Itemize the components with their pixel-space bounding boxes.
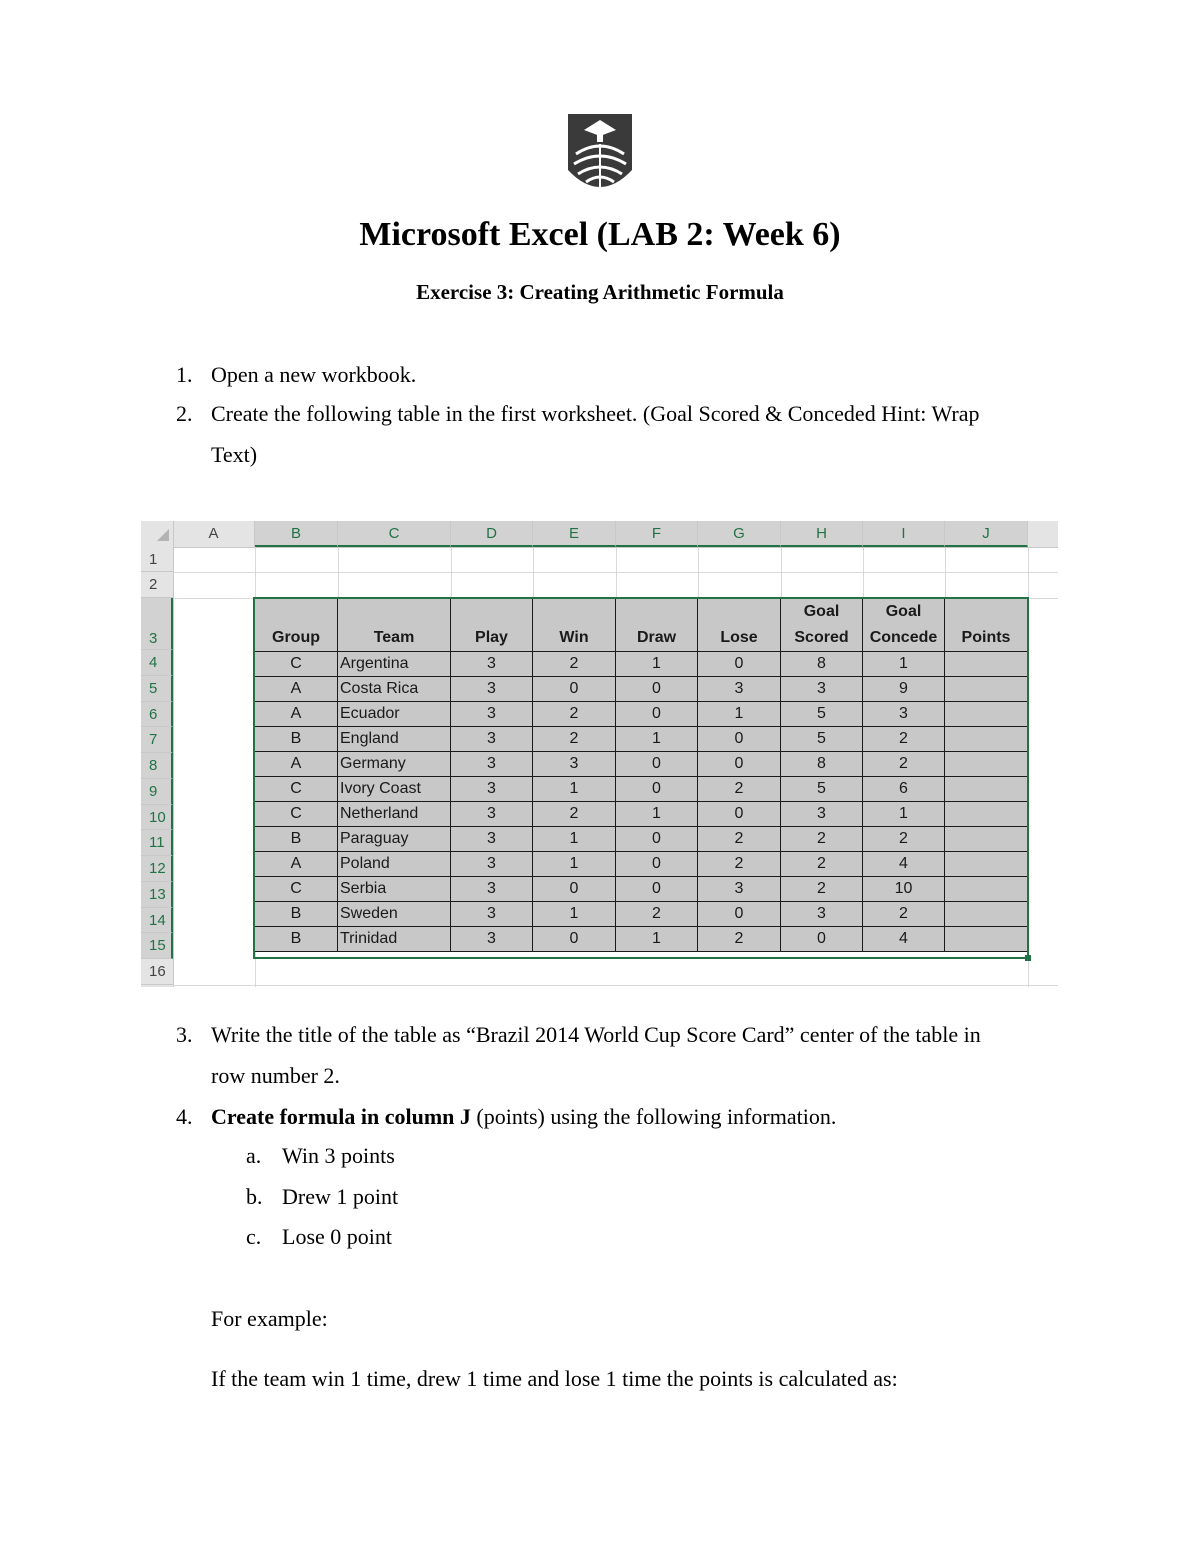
- table-cell[interactable]: [945, 877, 1028, 902]
- table-cell[interactable]: 3: [781, 802, 863, 827]
- table-cell[interactable]: 2: [698, 852, 781, 877]
- table-cell[interactable]: 1: [533, 827, 616, 852]
- row-header-15[interactable]: 15: [141, 933, 173, 959]
- gridline: [451, 547, 452, 599]
- gridline: [698, 547, 699, 599]
- header-cell[interactable]: Draw: [616, 599, 698, 652]
- row-header-10[interactable]: 10: [141, 805, 173, 830]
- step-text-continued: Text): [211, 442, 258, 467]
- table-cell[interactable]: Poland: [338, 852, 451, 877]
- table-cell[interactable]: 0: [781, 927, 863, 952]
- table-cell[interactable]: 0: [533, 927, 616, 952]
- table-row: [255, 677, 1028, 702]
- table-cell[interactable]: C: [255, 777, 338, 802]
- table-cell[interactable]: 0: [616, 677, 698, 702]
- substep-text: Win 3 points: [282, 1143, 395, 1168]
- table-cell[interactable]: [945, 677, 1028, 702]
- header-cell[interactable]: Goal Concede: [863, 599, 945, 652]
- table-cell[interactable]: 6: [863, 777, 945, 802]
- table-cell[interactable]: [945, 902, 1028, 927]
- table-cell[interactable]: A: [255, 677, 338, 702]
- example-label: For example:: [211, 1306, 328, 1331]
- row-header-14[interactable]: 14: [141, 908, 173, 933]
- row-header-6[interactable]: 6: [141, 702, 173, 727]
- table-cell[interactable]: 3: [451, 827, 533, 852]
- table-cell[interactable]: 0: [616, 777, 698, 802]
- step-text: Open a new workbook.: [211, 362, 417, 387]
- row-header-5[interactable]: 5: [141, 676, 173, 702]
- table-cell[interactable]: [945, 927, 1028, 952]
- table-cell[interactable]: 0: [698, 727, 781, 752]
- table-cell[interactable]: Trinidad: [338, 927, 451, 952]
- table-cell[interactable]: 3: [451, 802, 533, 827]
- step-number: 4.: [176, 1104, 193, 1129]
- table-header-row: [255, 599, 1028, 652]
- table-cell[interactable]: [945, 652, 1028, 677]
- table-cell[interactable]: 5: [781, 702, 863, 727]
- row-header-13[interactable]: 13: [141, 882, 173, 908]
- table-row: [255, 852, 1028, 877]
- step-text: [211, 1096, 836, 1137]
- select-all-button[interactable]: [141, 521, 173, 547]
- table-cell[interactable]: 1: [533, 777, 616, 802]
- table-cell[interactable]: 1: [533, 902, 616, 927]
- substep-letter: c.: [246, 1224, 262, 1249]
- table-cell[interactable]: 4: [863, 927, 945, 952]
- table-cell[interactable]: B: [255, 827, 338, 852]
- table-cell[interactable]: 2: [781, 852, 863, 877]
- table-cell[interactable]: 0: [533, 677, 616, 702]
- table-cell[interactable]: 0: [698, 802, 781, 827]
- header-cell[interactable]: Win: [533, 599, 616, 652]
- table-cell[interactable]: [945, 827, 1028, 852]
- substep-text: Drew 1 point: [282, 1184, 399, 1209]
- gridline: [338, 547, 339, 599]
- table-cell[interactable]: 2: [698, 777, 781, 802]
- table-cell[interactable]: 0: [698, 652, 781, 677]
- row-header-1[interactable]: 1: [141, 547, 173, 572]
- table-row: [255, 777, 1028, 802]
- column-header-e[interactable]: E: [533, 521, 616, 547]
- step-number: 2.: [176, 401, 193, 426]
- table-cell[interactable]: Paraguay: [338, 827, 451, 852]
- table-cell[interactable]: 0: [616, 877, 698, 902]
- step-text-continued: row number 2.: [211, 1063, 340, 1088]
- step-text: Write the title of the table as “Brazil 2014 World Cup Score Card” center of the table in: [211, 1022, 981, 1047]
- table-cell[interactable]: 2: [863, 902, 945, 927]
- table-cell[interactable]: 2: [863, 752, 945, 777]
- gridline: [616, 547, 617, 599]
- table-cell[interactable]: 3: [451, 927, 533, 952]
- table-cell[interactable]: 1: [863, 652, 945, 677]
- table-cell[interactable]: 2: [781, 827, 863, 852]
- column-header-i[interactable]: I: [863, 521, 945, 547]
- table-row: [255, 827, 1028, 852]
- university-crest-icon: [566, 114, 634, 196]
- row-header-4[interactable]: 4: [141, 650, 173, 676]
- table-cell[interactable]: 3: [533, 752, 616, 777]
- table-cell[interactable]: 3: [698, 877, 781, 902]
- gridline: [1028, 547, 1029, 987]
- table-cell[interactable]: C: [255, 877, 338, 902]
- table-cell[interactable]: A: [255, 852, 338, 877]
- column-header-d[interactable]: D: [451, 521, 533, 547]
- table-cell[interactable]: B: [255, 902, 338, 927]
- header-cell[interactable]: Group: [255, 599, 338, 652]
- table-cell[interactable]: 0: [698, 752, 781, 777]
- table-cell[interactable]: 4: [863, 852, 945, 877]
- table-row: [255, 877, 1028, 902]
- table-cell[interactable]: [945, 727, 1028, 752]
- column-header-c[interactable]: C: [338, 521, 451, 547]
- table-cell[interactable]: 1: [698, 702, 781, 727]
- table-cell[interactable]: 2: [698, 827, 781, 852]
- column-header-j[interactable]: J: [945, 521, 1028, 547]
- table-row: [255, 727, 1028, 752]
- row-header-9[interactable]: 9: [141, 779, 173, 805]
- table-cell[interactable]: 0: [616, 827, 698, 852]
- table-row: [255, 927, 1028, 952]
- table-cell[interactable]: [945, 702, 1028, 727]
- table-cell[interactable]: 3: [451, 702, 533, 727]
- step-number: 1.: [176, 362, 193, 387]
- gridline: [533, 547, 534, 599]
- table-cell[interactable]: 1: [616, 927, 698, 952]
- spreadsheet: [141, 521, 1058, 987]
- table-cell[interactable]: B: [255, 927, 338, 952]
- table-cell[interactable]: 2: [863, 827, 945, 852]
- example-text: If the team win 1 time, drew 1 time and lose 1 time the points is calculated as:: [211, 1366, 898, 1391]
- step-text: Create the following table in the first worksheet. (Goal Scored & Conceded Hint: Wrap: [211, 401, 980, 426]
- table-cell[interactable]: Ecuador: [338, 702, 451, 727]
- table-cell[interactable]: 9: [863, 677, 945, 702]
- table-cell[interactable]: A: [255, 752, 338, 777]
- table-cell[interactable]: 1: [616, 652, 698, 677]
- table-cell[interactable]: 3: [451, 877, 533, 902]
- table-cell[interactable]: 5: [781, 727, 863, 752]
- table-cell[interactable]: [945, 802, 1028, 827]
- table-cell[interactable]: 3: [451, 852, 533, 877]
- table-cell[interactable]: 1: [616, 802, 698, 827]
- table-cell[interactable]: 8: [781, 752, 863, 777]
- row-header-2[interactable]: 2: [141, 572, 173, 598]
- table-cell[interactable]: [945, 777, 1028, 802]
- table-cell[interactable]: Serbia: [338, 877, 451, 902]
- table-cell[interactable]: Ivory Coast: [338, 777, 451, 802]
- table-cell[interactable]: 2: [781, 877, 863, 902]
- table-cell[interactable]: 2: [616, 902, 698, 927]
- table-cell[interactable]: 1: [533, 852, 616, 877]
- header-cell[interactable]: Points: [945, 599, 1028, 652]
- header-cell[interactable]: Lose: [698, 599, 781, 652]
- substep-letter: b.: [246, 1184, 263, 1209]
- table-row: [255, 702, 1028, 727]
- column-header-g[interactable]: G: [698, 521, 781, 547]
- table-cell[interactable]: 3: [698, 677, 781, 702]
- gridline: [945, 547, 946, 599]
- gridline: [173, 985, 1058, 986]
- table-cell[interactable]: 2: [698, 927, 781, 952]
- column-header-b[interactable]: B: [255, 521, 338, 547]
- step-bold-text: Create formula in column J: [211, 1104, 471, 1129]
- table-cell[interactable]: 2: [863, 727, 945, 752]
- table-cell[interactable]: England: [338, 727, 451, 752]
- table-cell[interactable]: 0: [533, 877, 616, 902]
- table-cell[interactable]: 3: [451, 677, 533, 702]
- table-cell[interactable]: C: [255, 802, 338, 827]
- table-cell[interactable]: 3: [451, 727, 533, 752]
- table-cell[interactable]: 1: [616, 727, 698, 752]
- table-cell[interactable]: Germany: [338, 752, 451, 777]
- table-cell[interactable]: 2: [533, 652, 616, 677]
- column-header-a[interactable]: A: [173, 521, 255, 547]
- column-header-h[interactable]: H: [781, 521, 863, 547]
- gridline: [781, 547, 782, 599]
- table-cell[interactable]: 3: [781, 677, 863, 702]
- table-cell[interactable]: Sweden: [338, 902, 451, 927]
- table-cell[interactable]: 3: [451, 752, 533, 777]
- table-cell[interactable]: [945, 752, 1028, 777]
- table-cell[interactable]: B: [255, 727, 338, 752]
- table-cell[interactable]: 3: [451, 652, 533, 677]
- table-cell[interactable]: 10: [863, 877, 945, 902]
- exercise-subtitle: Exercise 3: Creating Arithmetic Formula: [416, 280, 784, 304]
- table-cell[interactable]: 0: [616, 852, 698, 877]
- table-cell[interactable]: 1: [863, 802, 945, 827]
- table-cell[interactable]: 8: [781, 652, 863, 677]
- document-title: Microsoft Excel (LAB 2: Week 6): [359, 216, 841, 253]
- row-header-11[interactable]: 11: [141, 830, 173, 856]
- table-cell[interactable]: 2: [533, 727, 616, 752]
- table-cell[interactable]: 3: [451, 902, 533, 927]
- fill-handle[interactable]: [1025, 955, 1031, 961]
- table-row: [255, 752, 1028, 777]
- table-row: [255, 652, 1028, 677]
- table-cell[interactable]: 0: [698, 902, 781, 927]
- table-cell[interactable]: 0: [616, 752, 698, 777]
- table-cell[interactable]: 2: [533, 702, 616, 727]
- table-row: [255, 802, 1028, 827]
- table-cell[interactable]: 3: [781, 902, 863, 927]
- column-header-f[interactable]: F: [616, 521, 698, 547]
- substep-letter: a.: [246, 1143, 262, 1168]
- gridline: [863, 547, 864, 599]
- substep-text: Lose 0 point: [282, 1224, 392, 1249]
- table-cell[interactable]: A: [255, 702, 338, 727]
- table-cell[interactable]: 2: [533, 802, 616, 827]
- table-cell[interactable]: 3: [451, 777, 533, 802]
- table-cell[interactable]: [945, 852, 1028, 877]
- header-cell[interactable]: Goal Scored: [781, 599, 863, 652]
- table-cell[interactable]: 5: [781, 777, 863, 802]
- table-row: [255, 902, 1028, 927]
- step-rest-text: (points) using the following information.: [470, 1104, 837, 1129]
- step-number: 3.: [176, 1022, 193, 1047]
- table-cell[interactable]: C: [255, 652, 338, 677]
- table-cell[interactable]: Argentina: [338, 652, 451, 677]
- table-cell[interactable]: 0: [616, 702, 698, 727]
- row-header-3[interactable]: 3: [141, 598, 173, 650]
- table-cell[interactable]: Netherland: [338, 802, 451, 827]
- header-cell[interactable]: Team: [338, 599, 451, 652]
- row-header-8[interactable]: 8: [141, 753, 173, 779]
- table-cell[interactable]: Costa Rica: [338, 677, 451, 702]
- row-header-12[interactable]: 12: [141, 856, 173, 882]
- header-cell[interactable]: Play: [451, 599, 533, 652]
- select-all-triangle-icon: [157, 529, 169, 541]
- score-table: [254, 598, 1028, 952]
- table-cell[interactable]: 3: [863, 702, 945, 727]
- row-header-7[interactable]: 7: [141, 727, 173, 753]
- row-header-16[interactable]: 16: [141, 959, 173, 985]
